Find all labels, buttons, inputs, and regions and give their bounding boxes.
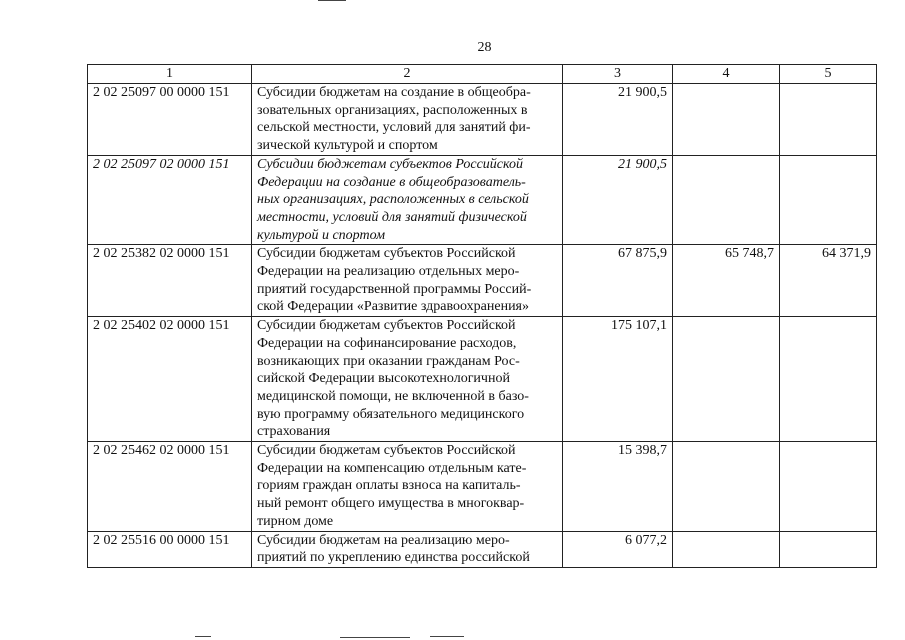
revenue-description — [252, 245, 563, 317]
column-header: 5 — [780, 65, 877, 84]
description-line: Субсидии бюджетам субъектов Российской — [257, 156, 524, 172]
revenue-description — [252, 155, 563, 245]
table-row — [88, 245, 877, 317]
description-line: местности, условий для занятий физической — [257, 209, 527, 225]
amount-col3: 15 398,7 — [563, 442, 673, 532]
table-row — [88, 442, 877, 532]
description-line: Федерации на компенсацию отдельным кате- — [257, 460, 527, 476]
description-line: приятий по укреплению единства российской — [257, 550, 530, 566]
amount-col5 — [780, 317, 877, 442]
amount-col4 — [673, 531, 780, 567]
budget-revenue-table — [87, 64, 877, 568]
description-line: возникающих при оказании гражданам Рос- — [257, 353, 520, 369]
description-line: Федерации на создание в общеобразователь- — [257, 174, 526, 190]
classification-code: 2 02 25097 02 0000 151 — [88, 155, 252, 245]
amount-col5 — [780, 531, 877, 567]
scan-artifact-bottom — [340, 637, 410, 638]
amount-col4 — [673, 317, 780, 442]
column-header: 2 — [252, 65, 563, 84]
description-line: приятий государственной программы Россий- — [257, 281, 532, 297]
description-line: страхования — [257, 424, 331, 440]
description-line: Субсидии бюджетам субъектов Российской — [257, 443, 516, 459]
table-row — [88, 531, 877, 567]
revenue-description — [252, 531, 563, 567]
column-header: 4 — [673, 65, 780, 84]
revenue-description — [252, 317, 563, 442]
revenue-description — [252, 84, 563, 156]
amount-col3: 175 107,1 — [563, 317, 673, 442]
description-line: ных организациях, расположенных в сельской — [257, 192, 529, 208]
amount-col4: 65 748,7 — [673, 245, 780, 317]
page-number: 28 — [477, 40, 492, 55]
description-line: Субсидии бюджетам субъектов Российской — [257, 318, 516, 334]
table-row — [88, 317, 877, 442]
table-header-row — [88, 65, 877, 84]
scan-artifact-bottom — [195, 636, 211, 637]
classification-code: 2 02 25097 00 0000 151 — [88, 84, 252, 156]
description-line: ный ремонт общего имущества в многоквар- — [257, 496, 525, 512]
table-row — [88, 84, 877, 156]
column-header: 3 — [563, 65, 673, 84]
description-line: культурой и спортом — [257, 227, 386, 243]
revenue-description — [252, 442, 563, 532]
column-header: 1 — [88, 65, 252, 84]
description-line: вую программу обязательного медицинского — [257, 406, 525, 422]
amount-col3: 67 875,9 — [563, 245, 673, 317]
description-line: зической культурой и спортом — [257, 138, 438, 154]
scan-artifact-top — [318, 0, 346, 1]
amount-col5 — [780, 155, 877, 245]
amount-col5: 64 371,9 — [780, 245, 877, 317]
description-line: Федерации на реализацию отдельных меро- — [257, 264, 520, 280]
classification-code: 2 02 25462 02 0000 151 — [88, 442, 252, 532]
amount-col3: 21 900,5 — [563, 84, 673, 156]
classification-code: 2 02 25382 02 0000 151 — [88, 245, 252, 317]
amount-col5 — [780, 84, 877, 156]
description-line: Субсидии бюджетам на реализацию меро- — [257, 532, 510, 548]
table-row — [88, 155, 877, 245]
amount-col3: 6 077,2 — [563, 531, 673, 567]
amount-col4 — [673, 442, 780, 532]
description-line: гориям граждан оплаты взноса на капиталь- — [257, 478, 521, 494]
description-line: ской Федерации «Развитие здравоохранения» — [257, 299, 529, 315]
amount-col3: 21 900,5 — [563, 155, 673, 245]
classification-code: 2 02 25402 02 0000 151 — [88, 317, 252, 442]
description-line: Субсидии бюджетам на создание в общеобра- — [257, 85, 531, 100]
amount-col5 — [780, 442, 877, 532]
description-line: Субсидии бюджетам субъектов Российской — [257, 246, 516, 262]
description-line: сельской местности, условий для занятий фи- — [257, 120, 531, 136]
description-line: Федерации на софинансирование расходов, — [257, 335, 517, 351]
description-line: медицинской помощи, не включенной в базо- — [257, 388, 529, 404]
amount-col4 — [673, 84, 780, 156]
description-line: зовательных организациях, расположенных в — [257, 102, 528, 118]
amount-col4 — [673, 155, 780, 245]
description-line: тирном доме — [257, 513, 334, 529]
classification-code: 2 02 25516 00 0000 151 — [88, 531, 252, 567]
scan-artifact-bottom — [430, 636, 464, 637]
description-line: сийской Федерации высокотехнологичной — [257, 371, 510, 387]
